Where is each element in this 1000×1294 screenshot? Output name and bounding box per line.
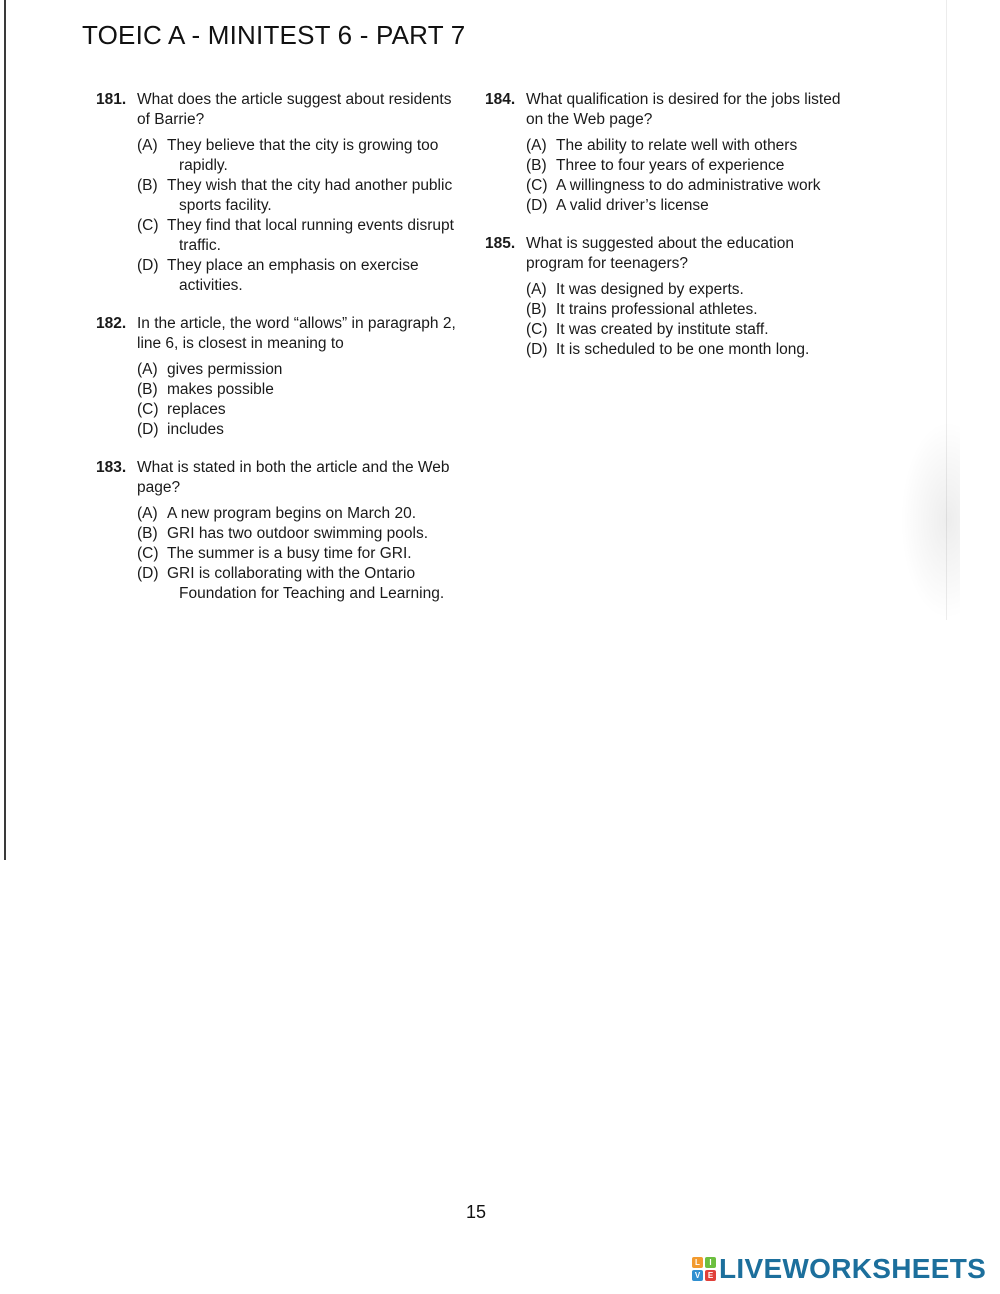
- answer-option-a[interactable]: [137, 504, 476, 524]
- answer-option-b[interactable]: [526, 300, 865, 320]
- option-letter: (B): [137, 525, 158, 542]
- option-text: It was designed by experts.: [556, 281, 744, 298]
- question-181: [96, 90, 476, 296]
- option-text: They place an emphasis on exercise activities.: [167, 257, 419, 294]
- option-letter: (C): [526, 177, 548, 194]
- logo-square-2: I: [705, 1257, 716, 1268]
- question-text: What does the article suggest about residents of Barrie?: [137, 91, 452, 128]
- answer-option-d[interactable]: [137, 564, 476, 604]
- option-letter: (C): [137, 401, 159, 418]
- option-text: They find that local running events disrupt traffic.: [167, 217, 454, 254]
- option-letter: (D): [526, 197, 548, 214]
- answer-option-a[interactable]: [137, 360, 476, 380]
- questions-column-left: [96, 90, 476, 622]
- question-number: 182.: [96, 315, 127, 332]
- answer-option-c[interactable]: [137, 400, 476, 420]
- option-text: The ability to relate well with others: [556, 137, 798, 154]
- liveworksheets-watermark[interactable]: [692, 1253, 986, 1285]
- option-letter: (A): [137, 505, 158, 522]
- option-text: A valid driver’s license: [556, 197, 709, 214]
- questions-column-right: [485, 90, 865, 378]
- logo-square-4: E: [705, 1270, 716, 1281]
- liveworksheets-logo-icon: [692, 1257, 716, 1281]
- option-text: The summer is a busy time for GRI.: [167, 545, 412, 562]
- option-letter: (B): [137, 177, 158, 194]
- option-letter: (D): [137, 565, 159, 582]
- question-number: 181.: [96, 91, 127, 108]
- option-letter: (A): [137, 137, 158, 154]
- question-183: [96, 458, 476, 604]
- question-text: What is suggested about the education program for teenagers?: [526, 235, 794, 272]
- answer-option-a[interactable]: [526, 136, 865, 156]
- option-letter: (B): [137, 381, 158, 398]
- option-text: They believe that the city is growing too rapidly.: [167, 137, 439, 174]
- question-number: 185.: [485, 235, 516, 252]
- page-number: 15: [465, 1202, 487, 1222]
- option-text: It trains professional athletes.: [556, 301, 758, 318]
- option-text: Three to four years of experience: [556, 157, 785, 174]
- option-letter: (A): [526, 281, 547, 298]
- scan-left-edge: [4, 0, 6, 860]
- answer-option-d[interactable]: [137, 256, 476, 296]
- answer-option-c[interactable]: [526, 320, 865, 340]
- answer-option-c[interactable]: [137, 544, 476, 564]
- question-184: [485, 90, 865, 216]
- option-letter: (A): [526, 137, 547, 154]
- option-letter: (B): [526, 301, 547, 318]
- question-number: 183.: [96, 459, 127, 476]
- option-text: gives permission: [167, 361, 283, 378]
- answer-option-d[interactable]: [526, 340, 865, 360]
- option-letter: (B): [526, 157, 547, 174]
- question-182: [96, 314, 476, 440]
- option-text: GRI has two outdoor swimming pools.: [167, 525, 429, 542]
- option-letter: (C): [137, 545, 159, 562]
- logo-square-3: V: [692, 1270, 703, 1281]
- question-text: What is stated in both the article and the Web page?: [137, 459, 450, 496]
- option-letter: (A): [137, 361, 158, 378]
- logo-square-1: L: [692, 1257, 703, 1268]
- answer-option-d[interactable]: [526, 196, 865, 216]
- answer-option-b[interactable]: [137, 524, 476, 544]
- watermark-text: LIVEWORKSHEETS: [719, 1253, 987, 1284]
- option-text: makes possible: [167, 381, 274, 398]
- option-text: They wish that the city had another public sports facility.: [167, 177, 453, 214]
- answer-option-c[interactable]: [526, 176, 865, 196]
- answer-option-a[interactable]: [137, 136, 476, 176]
- answer-option-d[interactable]: [137, 420, 476, 440]
- page-title: TOEIC A - MINITEST 6 - PART 7: [82, 20, 466, 50]
- question-text: What qualification is desired for the jobs listed on the Web page?: [526, 91, 841, 128]
- answer-option-a[interactable]: [526, 280, 865, 300]
- question-185: [485, 234, 865, 360]
- option-text: GRI is collaborating with the Ontario Foundation for Teaching and Learning.: [167, 565, 445, 602]
- option-text: A willingness to do administrative work: [556, 177, 821, 194]
- option-text: includes: [167, 421, 224, 438]
- answer-option-b[interactable]: [137, 380, 476, 400]
- answer-option-b[interactable]: [526, 156, 865, 176]
- scan-shadow: [900, 420, 960, 620]
- option-letter: (C): [137, 217, 159, 234]
- option-text: replaces: [167, 401, 226, 418]
- option-text: It was created by institute staff.: [556, 321, 769, 338]
- option-letter: (D): [526, 341, 548, 358]
- answer-option-c[interactable]: [137, 216, 476, 256]
- question-number: 184.: [485, 91, 516, 108]
- option-letter: (D): [137, 421, 159, 438]
- option-text: A new program begins on March 20.: [167, 505, 416, 522]
- answer-option-b[interactable]: [137, 176, 476, 216]
- question-text: In the article, the word “allows” in paragraph 2, line 6, is closest in meaning to: [137, 315, 456, 352]
- option-letter: (D): [137, 257, 159, 274]
- option-text: It is scheduled to be one month long.: [556, 341, 810, 358]
- option-letter: (C): [526, 321, 548, 338]
